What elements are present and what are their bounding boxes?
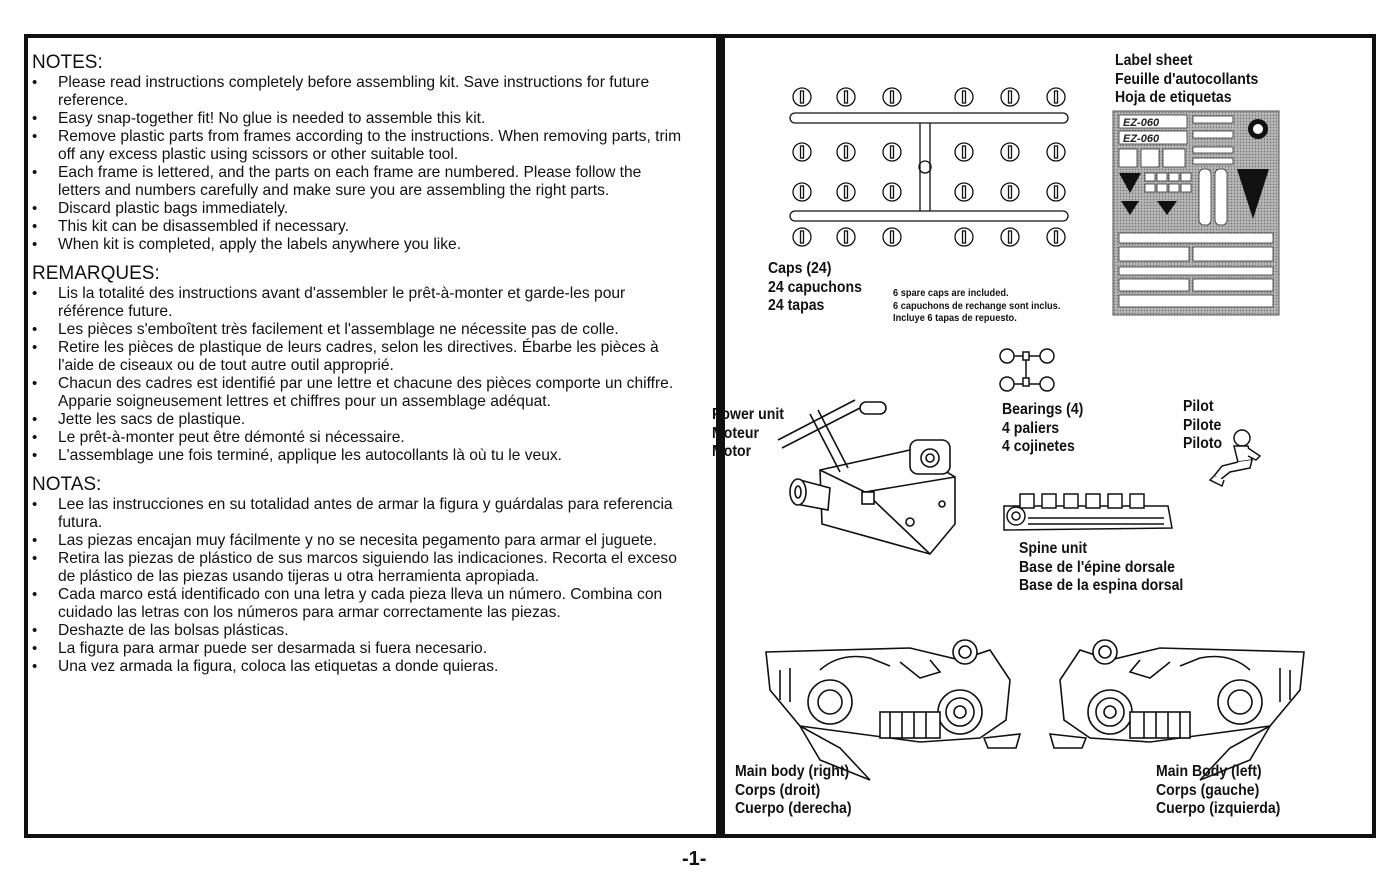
- note-item: • Deshazte de las bolsas plásticas.: [32, 622, 682, 640]
- spare-caps-line: 6 spare caps are included.: [893, 287, 1009, 299]
- label-sheet-line: Feuille d'autocollants: [1115, 70, 1259, 88]
- remarques-list: [32, 285, 682, 465]
- note-item: • Retira las piezas de plástico de sus marcos siguiendo las indicaciones. Recorta el exceso de plástico de las piezas usando tijeras u otra herramienta apropiada.: [32, 550, 682, 586]
- note-item: • Easy snap-together fit! No glue is needed to assemble this kit.: [32, 110, 682, 128]
- main-body-right-line: Corps (droit): [735, 781, 821, 799]
- main-body-left-illustration: [1046, 630, 1316, 780]
- note-item: • Lee las instrucciones en su totalidad antes de armar la figura y guárdalas para referencia futura.: [32, 496, 682, 532]
- cap-icon: [1047, 228, 1065, 246]
- decal-logo-text: EZ-060: [1123, 133, 1160, 145]
- bearings-line: 4 cojinetes: [1002, 438, 1075, 455]
- main-body-right-illustration: [760, 630, 1030, 780]
- cap-icon: [793, 88, 811, 106]
- cap-icon: [793, 183, 811, 201]
- note-item: • Una vez armada la figura, coloca las etiquetas a donde quieras.: [32, 658, 682, 676]
- cap-icon: [1001, 143, 1019, 161]
- page-number: -1-: [682, 848, 707, 870]
- cap-icon: [793, 228, 811, 246]
- label-sheet-label: [1115, 52, 1258, 108]
- power-unit-illustration: [770, 392, 980, 560]
- notes-list: [32, 74, 682, 254]
- pilot-label: [1183, 398, 1222, 454]
- main-body-left-label: [1156, 763, 1280, 819]
- main-body-right-line: Cuerpo (derecha): [735, 800, 852, 817]
- notes-french: [32, 263, 682, 465]
- note-item: • Each frame is lettered, and the parts on each frame are numbered. Please follow the letters and numbers carefully and make sure you are assembling the right parts.: [32, 164, 682, 200]
- bearings-label: [1002, 401, 1083, 457]
- cap-icon: [1001, 183, 1019, 201]
- note-item: • L'assemblage une fois terminé, applique les autocollants là où tu le veux.: [32, 447, 682, 465]
- spine-unit-line: Spine unit: [1019, 540, 1088, 557]
- notes-column: [32, 52, 682, 685]
- decal-logo-text: EZ-060: [1123, 117, 1160, 129]
- note-item: • Le prêt-à-monter peut être démonté si nécessaire.: [32, 429, 682, 447]
- power-unit-line: Moteur: [712, 424, 759, 442]
- power-unit-line: Motor: [712, 443, 752, 460]
- cap-icon: [837, 228, 855, 246]
- spine-unit-line: Base de la espina dorsal: [1019, 577, 1184, 594]
- bearings-line: Bearings (4): [1002, 401, 1084, 418]
- note-item: • Retire les pièces de plastique de leurs cadres, selon les directives. Ébarbe les pièces à l'aide de ciseaux ou de tout autre outil approprié.: [32, 339, 682, 375]
- note-item: • La figura para armar puede ser desarmada si fuera necesario.: [32, 640, 682, 658]
- note-item: • Lis la totalité des instructions avant d'assembler le prêt-à-monter et garde-les pour référence future.: [32, 285, 682, 321]
- bearings-illustration: [995, 346, 1061, 394]
- spine-unit-line: Base de l'épine dorsale: [1019, 558, 1175, 576]
- cap-icon: [1047, 88, 1065, 106]
- cap-icon: [1001, 88, 1019, 106]
- caps-runner-illustration: [780, 80, 1080, 260]
- pilot-line: Pilot: [1183, 398, 1214, 415]
- cap-icon: [883, 88, 901, 106]
- main-body-left-line: Cuerpo (izquierda): [1156, 800, 1281, 817]
- note-item: • This kit can be disassembled if necessary.: [32, 218, 682, 236]
- caps-label-line: 24 tapas: [768, 297, 825, 314]
- main-body-right-line: Main body (right): [735, 763, 850, 780]
- notas-list: [32, 496, 682, 676]
- note-item: • Please read instructions completely before assembling kit. Save instructions for future reference.: [32, 74, 682, 110]
- spare-caps-note: [893, 287, 1060, 325]
- cap-icon: [883, 228, 901, 246]
- spare-caps-line: 6 capuchons de rechange sont inclus.: [893, 299, 1061, 312]
- label-sheet-line: Label sheet: [1115, 52, 1193, 69]
- cap-icon: [883, 143, 901, 161]
- pilot-line: Pilote: [1183, 416, 1222, 434]
- cap-icon: [1047, 183, 1065, 201]
- caps-label: [768, 260, 862, 316]
- power-unit-label: [712, 406, 784, 462]
- cap-icon: [955, 183, 973, 201]
- cap-icon: [1047, 143, 1065, 161]
- cap-icon: [955, 143, 973, 161]
- main-body-left-line: Corps (gauche): [1156, 781, 1260, 799]
- spine-unit-label: [1019, 540, 1183, 596]
- spine-unit-illustration: [998, 488, 1176, 538]
- power-unit-line: Power unit: [712, 406, 784, 423]
- note-item: • Las piezas encajan muy fácilmente y no se necesita pegamento para armar el juguete.: [32, 532, 682, 550]
- cap-icon: [955, 88, 973, 106]
- spare-caps-line: Incluye 6 tapas de repuesto.: [893, 312, 1017, 324]
- note-item: • Remove plastic parts from frames according to the instructions. When removing parts, trim off any excess plastic using scissors or other suitable tool.: [32, 128, 682, 164]
- note-item: • When kit is completed, apply the labels anywhere you like.: [32, 236, 682, 254]
- note-item: • Jette les sacs de plastique.: [32, 411, 682, 429]
- main-body-left-line: Main Body (left): [1156, 763, 1262, 780]
- bearings-line: 4 paliers: [1002, 419, 1060, 437]
- note-item: • Discard plastic bags immediately.: [32, 200, 682, 218]
- notes-english: [32, 52, 682, 254]
- note-item: • Les pièces s'emboîtent très facilement et l'assemblage ne nécessite pas de colle.: [32, 321, 682, 339]
- cap-icon: [883, 183, 901, 201]
- cap-icon: [955, 228, 973, 246]
- main-body-right-label: [735, 763, 852, 819]
- cap-icon: [1001, 228, 1019, 246]
- label-sheet-line: Hoja de etiquetas: [1115, 89, 1232, 106]
- remarques-heading: REMARQUES:: [32, 263, 160, 284]
- cap-icon: [837, 143, 855, 161]
- cap-icon: [793, 143, 811, 161]
- label-sheet-illustration: [1113, 111, 1279, 315]
- cap-icon: [837, 183, 855, 201]
- notas-heading: NOTAS:: [32, 474, 102, 495]
- note-item: • Cada marco está identificado con una letra y cada pieza lleva un número. Combina con cuidado las letras con los números para armar correctamente las piezas.: [32, 586, 682, 622]
- note-item: • Chacun des cadres est identifié par une lettre et chacune des pièces comporte un chiffre. Apparie soigneusement lettres et chiffres pour un assemblage adéquat.: [32, 375, 682, 411]
- caps-label-line: Caps (24): [768, 260, 832, 277]
- pilot-line: Piloto: [1183, 435, 1223, 452]
- notes-spanish: [32, 474, 682, 676]
- cap-icon: [837, 88, 855, 106]
- caps-label-line: 24 capuchons: [768, 278, 862, 296]
- notes-heading: NOTES:: [32, 52, 103, 73]
